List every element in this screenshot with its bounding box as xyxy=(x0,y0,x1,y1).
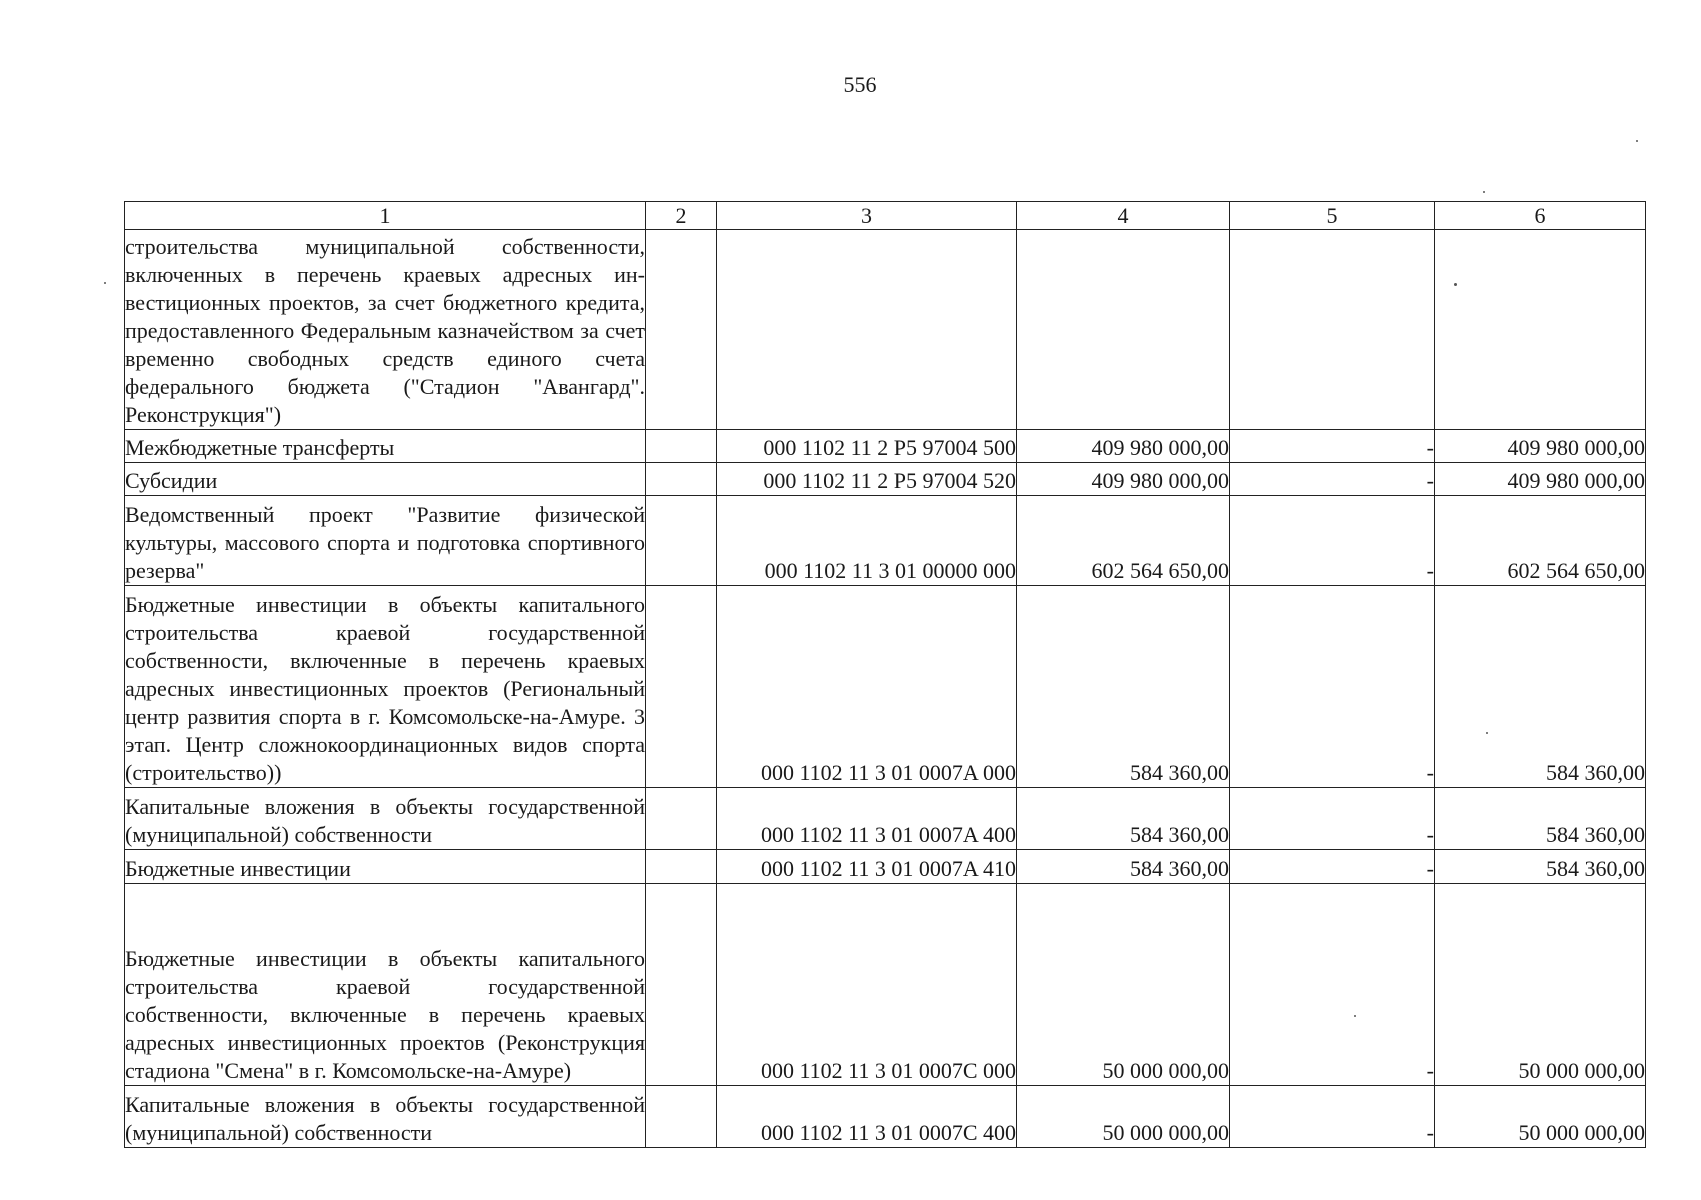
row-col4: 584 360,00 xyxy=(1017,788,1230,850)
row-col5: - xyxy=(1230,1086,1435,1148)
table-row xyxy=(125,850,1646,884)
row-col2 xyxy=(646,586,717,788)
table-row xyxy=(125,230,1646,430)
row-col4: 409 980 000,00 xyxy=(1017,430,1230,463)
row-col2 xyxy=(646,496,717,586)
row-description: Бюджетные инвестиции xyxy=(125,850,646,884)
row-code: 000 1102 11 3 01 0007A 000 xyxy=(717,586,1017,788)
table-row xyxy=(125,430,1646,463)
row-col2 xyxy=(646,788,717,850)
table-header-row xyxy=(125,202,1646,230)
row-col2 xyxy=(646,463,717,496)
table-row xyxy=(125,884,1646,1086)
scan-speck xyxy=(1483,191,1485,193)
row-description: строительства муниципальной собственности, включенных в перечень краевых адресных инвестиционных проектов, за счет бюджетного кредита, предоставленного Федеральным казначейством за счет временно свободных средств единого счета федерального бюджета ("Стадион "Авангард". Реконструкция") xyxy=(125,230,646,430)
row-code: 000 1102 11 3 01 0007C 400 xyxy=(717,1086,1017,1148)
column-header: 6 xyxy=(1435,202,1646,230)
row-description: Капитальные вложения в объекты государственной (муниципальной) собственности xyxy=(125,1086,646,1148)
row-col4: 50 000 000,00 xyxy=(1017,1086,1230,1148)
row-code: 000 1102 11 3 01 0007A 400 xyxy=(717,788,1017,850)
row-col2 xyxy=(646,1086,717,1148)
row-col5: - xyxy=(1230,884,1435,1086)
table-row xyxy=(125,463,1646,496)
row-col4 xyxy=(1017,230,1230,430)
row-col5: - xyxy=(1230,430,1435,463)
scan-speck xyxy=(1636,140,1638,142)
column-header: 2 xyxy=(646,202,717,230)
row-col2 xyxy=(646,430,717,463)
row-col6: 584 360,00 xyxy=(1435,586,1646,788)
row-col6: 50 000 000,00 xyxy=(1435,884,1646,1086)
row-col4: 602 564 650,00 xyxy=(1017,496,1230,586)
row-code: 000 1102 11 2 P5 97004 520 xyxy=(717,463,1017,496)
budget-table xyxy=(124,201,1646,1148)
row-col4: 50 000 000,00 xyxy=(1017,884,1230,1086)
row-col5: - xyxy=(1230,496,1435,586)
row-col6 xyxy=(1435,230,1646,430)
row-description: Бюджетные инвестиции в объекты капитального строительства краевой государственной собственности, включенные в перечень краевых адресных инвестиционных проектов (Реконструкция стадиона "Смена" в г. Комсомольске-на-Амуре) xyxy=(125,884,646,1086)
page-number: 556 xyxy=(843,72,877,97)
table-row xyxy=(125,788,1646,850)
column-header: 3 xyxy=(717,202,1017,230)
table-row xyxy=(125,1086,1646,1148)
scan-speck xyxy=(1354,1015,1356,1017)
row-col5: - xyxy=(1230,850,1435,884)
row-col4: 584 360,00 xyxy=(1017,586,1230,788)
row-col4: 409 980 000,00 xyxy=(1017,463,1230,496)
row-col5 xyxy=(1230,230,1435,430)
row-col5: - xyxy=(1230,586,1435,788)
table-row xyxy=(125,496,1646,586)
scan-speck xyxy=(1454,283,1457,286)
row-code: 000 1102 11 3 01 0007A 410 xyxy=(717,850,1017,884)
column-header: 4 xyxy=(1017,202,1230,230)
column-header: 5 xyxy=(1230,202,1435,230)
table-row xyxy=(125,586,1646,788)
row-col5: - xyxy=(1230,788,1435,850)
column-header: 1 xyxy=(125,202,646,230)
row-col2 xyxy=(646,850,717,884)
row-description: Межбюджетные трансферты xyxy=(125,430,646,463)
row-description: Бюджетные инвестиции в объекты капитального строительства краевой государственной собственности, включенные в перечень краевых адресных инвестиционных проектов (Региональный центр развития спорта в г. Комсомольске-на-Амуре. 3 этап. Центр сложнокоординационных видов спорта (строительство)) xyxy=(125,586,646,788)
row-col6: 584 360,00 xyxy=(1435,850,1646,884)
row-col2 xyxy=(646,230,717,430)
row-col6: 409 980 000,00 xyxy=(1435,430,1646,463)
row-description: Капитальные вложения в объекты государственной (муниципальной) собственности xyxy=(125,788,646,850)
row-col6: 50 000 000,00 xyxy=(1435,1086,1646,1148)
row-col5: - xyxy=(1230,463,1435,496)
row-col4: 584 360,00 xyxy=(1017,850,1230,884)
scan-speck xyxy=(1486,732,1488,734)
scan-speck xyxy=(104,282,106,284)
row-col2 xyxy=(646,884,717,1086)
row-code xyxy=(717,230,1017,430)
row-description: Ведомственный проект "Развитие физической культуры, массового спорта и подготовка спортивного резерва" xyxy=(125,496,646,586)
row-col6: 602 564 650,00 xyxy=(1435,496,1646,586)
row-code: 000 1102 11 3 01 0007C 000 xyxy=(717,884,1017,1086)
row-col6: 409 980 000,00 xyxy=(1435,463,1646,496)
row-description: Субсидии xyxy=(125,463,646,496)
row-code: 000 1102 11 2 P5 97004 500 xyxy=(717,430,1017,463)
row-col6: 584 360,00 xyxy=(1435,788,1646,850)
row-code: 000 1102 11 3 01 00000 000 xyxy=(717,496,1017,586)
